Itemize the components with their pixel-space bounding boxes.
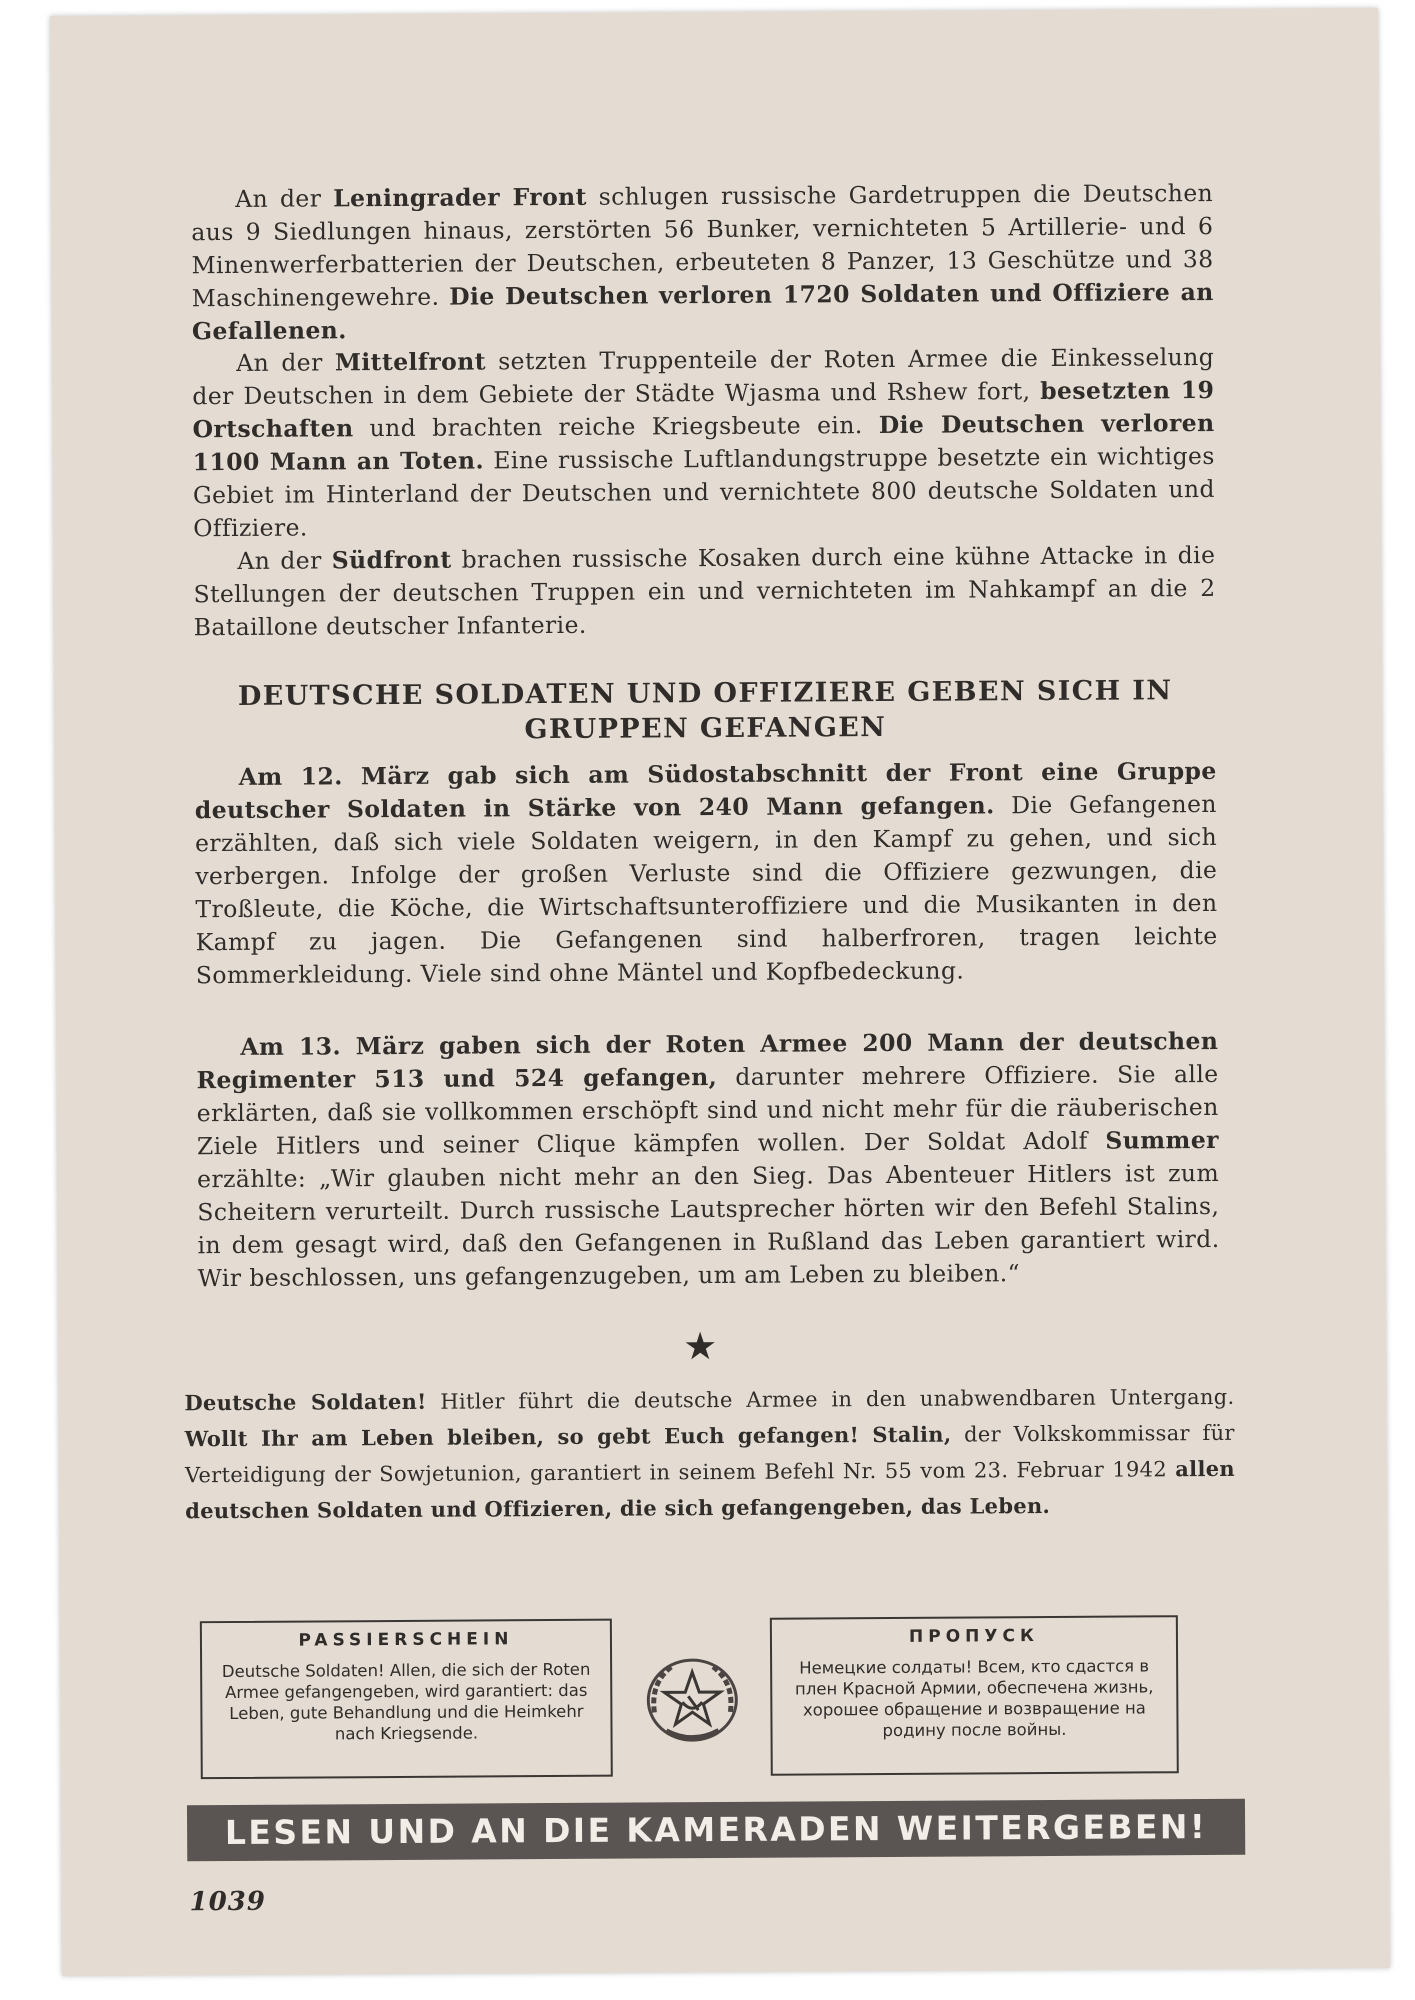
paragraph-leningrad-front: [191, 177, 1214, 348]
text-segment: Summer: [1105, 1125, 1219, 1155]
leaflet-sheet: [50, 8, 1390, 1976]
text-segment: darunter mehrere Offiziere. Sie alle erklärten, daß sie vollkommen erschöpft sind und nicht mehr für die räuberischen Ziele Hitlers und seiner Clique kämpfen wollen. Der Soldat Adolf: [196, 1059, 1219, 1161]
passierschein-text: Deutsche Soldaten! Allen, die sich der Roten Armee gefangengeben, wird garantiert: das Leben, gute Behandlung und die Heimkehr nach Kriegsende.: [221, 1659, 591, 1744]
propusk-text: Немецкие солдаты! Всем, кто сдастся в плен Красной Армии, обеспечена жизнь, хорошее обращение и возвращение на родину после войны.: [794, 1656, 1154, 1741]
text-segment: Die Gefangenen erzählten, daß sich viele Soldaten weigern, in den Kampf zu gehen, und sich verbergen. Infolge der großen Verluste sind die Offiziere gezwungen, die Troßleute, die Köche, die Wirtschaftsunteroffiziere und die Musikanten in den Kampf zu jagen. Die Gefangenen sind halberfroren, tragen leichte Sommerkleidung. Viele sind ohne Mäntel und Kopfbedeckung.: [194, 789, 1218, 990]
passierschein-title: PASSIERSCHEIN: [298, 1629, 514, 1651]
paragraph-suedfront: [193, 539, 1216, 644]
soviet-emblem-icon: [640, 1652, 745, 1749]
propusk-title: ПРОПУСК: [908, 1626, 1039, 1647]
paragraph-13-maerz: [196, 1025, 1220, 1295]
pass-on-banner: LESEN UND AN DIE KAMERADEN WEITERGEBEN!: [187, 1799, 1245, 1861]
text-segment: Die Deutschen verloren 1720 Soldaten und Offiziere an Gefallenen.: [191, 277, 1214, 346]
text-segment: Hitler führt die deutsche Armee in den unabwendbaren Untergang.: [426, 1384, 1235, 1414]
text-segment: der Volkskommissar für Verteidigung der Sowjetunion, garantiert in seinem Befehl Nr. 55 vom 23. Februar 1942: [184, 1420, 1235, 1488]
text-segment: brachen russische Kosaken durch eine kühne Attacke in die Stellungen der deutschen Truppen ein und vernichteten im Nahkampf an die 2 Bataillone deutscher Infanterie.: [193, 540, 1216, 642]
text-segment: Leningrader Front: [333, 182, 587, 213]
section-heading: DEUTSCHE SOLDATEN UND OFFIZIERE GEBEN SICH IN GRUPPEN GEFANGEN: [237, 675, 1173, 746]
text-segment: Am 12. März gab sich am Südostabschnitt der Front eine Gruppe deutscher Soldaten in Stärke von 240 Mann gefangen.: [194, 756, 1217, 825]
text-segment: Am 13. März gaben sich der Roten Armee 200 Mann der deutschen Regimenter 513 und 524 gefangen,: [196, 1026, 1219, 1095]
text-segment: schlugen russische Gardetruppen die Deutschen aus 9 Siedlungen hinaus, zerstörten 56 Bunker, vernichteten 5 Artillerie- und 6 Minenwerferbatterien der Deutschen, erbeuteten 8 Panzer, 13 Geschütze und 38 Maschinengewehre.: [191, 178, 1214, 313]
text-segment: An der: [235, 184, 334, 213]
text-segment: Deutsche Soldaten!: [184, 1388, 427, 1416]
text-segment: Südfront: [331, 545, 452, 575]
star-icon: ★: [682, 1324, 718, 1369]
text-segment: Die Deutschen verloren 1100 Mann an Toten.: [192, 408, 1215, 477]
text-segment: setzten Truppenteile der Roten Armee die Einkesselung der Deutschen in dem Gebiete der Städte Wjasma und Rshew fort,: [192, 342, 1215, 411]
text-segment: Mittelfront: [334, 347, 487, 377]
paragraph-12-maerz: [195, 755, 1218, 992]
text-segment: besetzten 19 Ortschaften: [192, 375, 1215, 444]
text-segment: An der: [236, 348, 335, 377]
text-segment: Eine russische Luftlandungstruppe besetzte ein wichtiges Gebiet im Hinterland der Deutschen und vernichtete 800 deutsche Soldaten und Offiziere.: [192, 441, 1216, 543]
text-segment: allen deutschen Soldaten und Offizieren, die sich gefangengeben, das Leben.: [185, 1455, 1235, 1524]
document-number: 1039: [189, 1886, 267, 1918]
propusk-box: [770, 1615, 1179, 1775]
text-segment: erzählte: „Wir glauben nicht mehr an den Sieg. Das Abenteuer Hitlers ist zum Scheitern verurteilt. Durch russische Lautsprecher hörten wir den Befehl Stalins, in dem gesagt wird, daß den Gefangenen in Rußland das Leben garantiert wird. Wir beschlossen, uns gefangenzugeben, um am Leben zu bleiben.“: [197, 1158, 1220, 1293]
text-segment: An der: [237, 546, 332, 575]
appeal-paragraph: [184, 1379, 1235, 1529]
text-segment: und brachten reiche Kriegsbeute ein.: [353, 411, 879, 443]
paragraph-mittelfront: [192, 341, 1215, 545]
text-segment: Wollt Ihr am Leben bleiben, so gebt Euch gefangen! Stalin,: [184, 1421, 952, 1452]
passierschein-box: [200, 1619, 613, 1780]
